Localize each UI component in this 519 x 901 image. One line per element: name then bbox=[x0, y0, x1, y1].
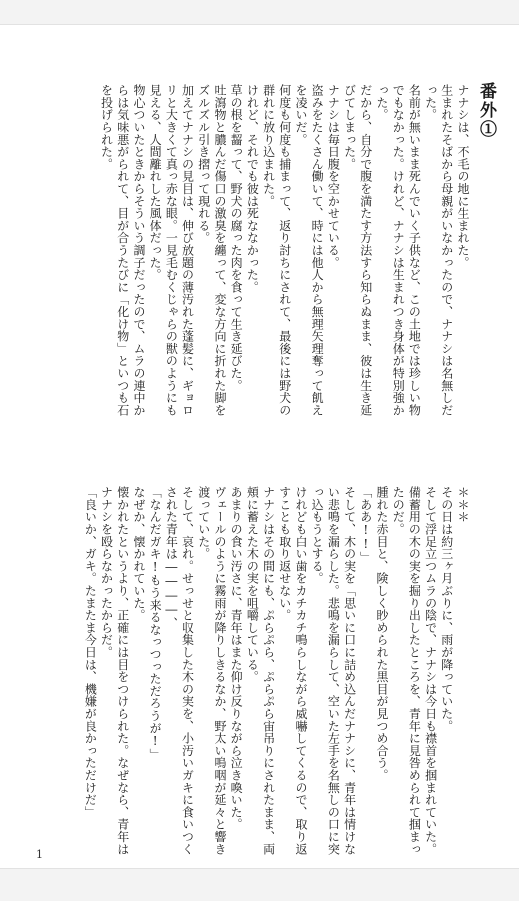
text-line: そして、木の実を「思いに口に詰め込んだナナシに、青年は情けない悲鳴を漏らした。悲鳴を漏らして、空いた左手を名無しの口に突っ込もうとする。 bbox=[310, 486, 357, 855]
upper-text-block bbox=[21, 84, 471, 424]
text-line: 「なんだガキ!もう来るなっつっただろうが!」 bbox=[148, 486, 163, 761]
text-line: ナナシは、不毛の地に生まれた。 bbox=[456, 84, 470, 269]
reader-top-bar bbox=[0, 0, 519, 25]
text-line: ヴェールのように霧雨が降りしきるなか、野太い嗚咽が延々と響き渡っていた。 bbox=[196, 486, 227, 855]
text-line: 腫れた赤目と、険しく眇められた黒目が見つめ合う。 bbox=[374, 486, 389, 782]
text-line: そして浮足立つムラの陰で、ナナシは今日も襟首を掴まれていた。 bbox=[423, 486, 438, 855]
text-line: 草の根を齧って、野犬の腐った肉を食って生き延びた。 bbox=[229, 84, 244, 392]
text-line: なぜか、懐かれていた。 bbox=[131, 486, 146, 622]
text-line: 加えてナナシの見目は、伸び放題の薄汚れた蓬髪に、ギョロリと大きくて真っ赤な眼。一見毛むくじゃらの獣のようにも見える、人間離れした風体だった。 bbox=[148, 84, 195, 417]
text-line: 備蓄用の木の実を掘り出したところを、青年に見咎められて掴まったのだ。 bbox=[391, 486, 422, 855]
text-line: 何度も何度も捕まって、返り討ちにされて、最後には野犬の群れに放り込まれた。 bbox=[261, 84, 292, 417]
text-line: 物心ついたときからそういう調子だったので、ムラの連中からは気味悪がられて、目が合うたびに「化け物」といつも石を投げられた。 bbox=[99, 84, 146, 417]
text-line: 懐かれたというより、正確には目をつけられた。なぜなら、青年はナナシを殴らなかったからだ。 bbox=[99, 486, 130, 855]
text-line: 盗みをたくさん働いて、時には他人から無理矢理奪って飢えを凌いだ。 bbox=[293, 84, 325, 417]
lower-text-block bbox=[21, 486, 471, 856]
scene-separator: ＊＊＊ bbox=[456, 486, 470, 523]
text-line: 「ああ!!」 bbox=[358, 486, 373, 564]
text-line: けれども白い歯をカチカチ鳴らしながら威嚇してくるので、取り返すことも取り返せない。 bbox=[277, 486, 308, 855]
text-line: 「良いか、ガキ。たまたま今日は、機嫌が良かっただけだ」 bbox=[83, 486, 98, 819]
text-line: 生まれたそばから母親がいなかったので、ナナシは名無しだった。 bbox=[423, 84, 454, 417]
text-line: ナナシはその間にも、ぷらぷら、ぷらぷら宙吊りにされたまま、両頬に蓄えた木の実を咀嚼している。 bbox=[245, 486, 276, 855]
text-line: だから、自分で腹を満たす方法すら知らぬまま、彼は生き延びてしまった。 bbox=[342, 84, 373, 417]
text-line: ナナシは毎日腹を空かせている。 bbox=[326, 84, 341, 269]
page-number: 1 bbox=[36, 848, 43, 861]
reader-bottom-bar bbox=[0, 868, 519, 901]
text-line: 吐瀉物と膿んだ傷口の激臭を纏って、変な方向に折れた脚をズルズル引き摺って現れる。 bbox=[196, 84, 227, 417]
text-line: 名前が無いまま死んでいく子供など、この土地では珍しい物でもなかった。けれど、ナナシは生まれつき身体が特別強かった。 bbox=[374, 84, 422, 417]
chapter-title: 番外① bbox=[476, 82, 496, 139]
text-line: その日は約三ヶ月ぶりに、雨が降っていた。 bbox=[439, 486, 454, 732]
text-line: そして、哀れ。せっせと収集した木の実を、小汚いガキに食いつくされた青年は――――、 bbox=[164, 486, 195, 855]
document-page bbox=[14, 30, 505, 862]
text-line: あまりの食い汚さに、青年はまた仰け反りながら泣き喚いた。 bbox=[229, 486, 244, 831]
text-line: けれど、それでも彼は死ななかった。 bbox=[245, 84, 260, 294]
